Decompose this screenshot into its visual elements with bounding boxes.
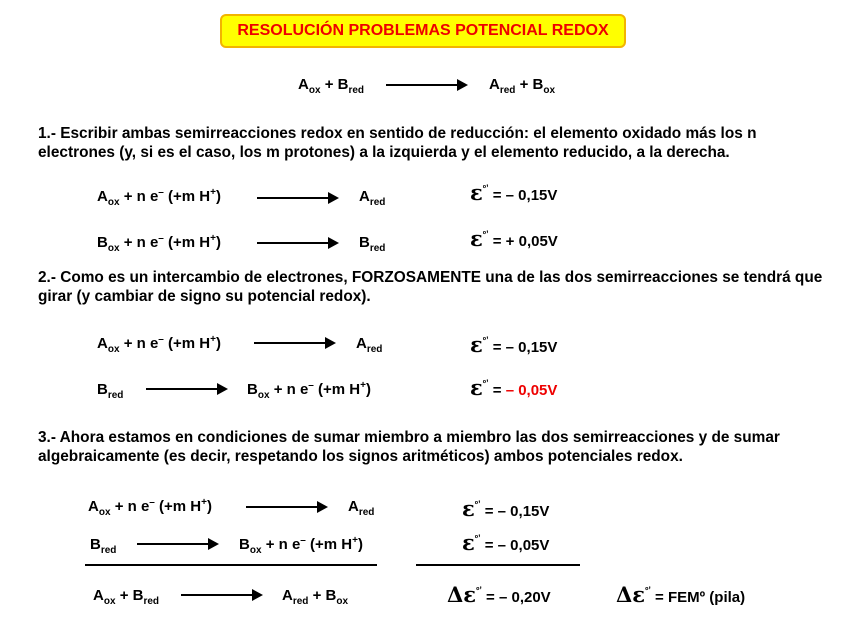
step1-text: 1.- Escribir ambas semirreacciones redox en sentido de reducción: el elemento oxidado más los n electrones (y, si es el caso, los m protones) a la izquierda y el elemento reducido, a la derecha. [38, 125, 757, 161]
page-title [220, 14, 626, 48]
step2-text: 2.- Como es un intercambio de electrones, FORZOSAMENTE una de las dos semirreacciones se tendrá que girar (y cambiar de signo su potencial redox). [38, 269, 823, 305]
potential-sum-line [416, 564, 580, 566]
step3-half-b-left: $B_{red}$ [90, 536, 117, 556]
step3-half-a-left: $A_{ox} + n$ e– (+m H+) [88, 497, 212, 518]
step2-half-b-right: $B_{ox} + n$ e– (+m H+) [247, 380, 371, 401]
step3-half-b-right: $B_{ox} + n$ e– (+m H+) [239, 535, 363, 556]
step2-arrow-b [146, 388, 226, 390]
step2-arrow-a [254, 342, 334, 344]
reaction-sum-line [85, 564, 377, 566]
reversed-potential-value: – 0,05V [505, 382, 558, 399]
step1-half-a-left: $A_{ox} + n$ e– (+m H+) [97, 187, 221, 208]
global-products: $A_{red} + B_{ox}$ [489, 76, 556, 96]
global-arrow [386, 84, 466, 86]
step3-potential-a: $\varepsilon^{º’}$ = – 0,15V [462, 496, 550, 521]
total-potential: $\Delta\varepsilon^{º’}$ = – 0,20V [447, 582, 551, 607]
step1-half-b-left: $B_{ox} + n$ e– (+m H+) [97, 233, 221, 254]
step3-arrow-a [246, 506, 326, 508]
step1-arrow-b [257, 242, 337, 244]
step2-potential-a: $\varepsilon^{º’}$ = – 0,15V [470, 332, 558, 357]
step3-potential-b: $\varepsilon^{º’}$ = – 0,05V [462, 530, 550, 555]
page-title-text: RESOLUCIÓN PROBLEMAS POTENCIAL REDOX [237, 22, 609, 39]
step1-potential-a: $\varepsilon^{º’}$ = – 0,15V [470, 180, 558, 205]
step3-arrow-b [137, 543, 217, 545]
step3-text: 3.- Ahora estamos en condiciones de sumar miembro a miembro las dos semirreacciones y de sumar algebraicamente (es decir, respetando los signos aritméticos) ambos potenciales redox. [38, 429, 780, 465]
step1-arrow-a [257, 197, 337, 199]
total-arrow [181, 594, 261, 596]
total-products: $A_{red} + B_{ox}$ [282, 587, 349, 607]
step3-half-a-right: $A_{red}$ [348, 498, 375, 518]
fem-definition: $\Delta\varepsilon^{º’}$ = FEMº (pila) [616, 582, 746, 607]
step1-potential-b: $\varepsilon^{º’}$ = + 0,05V [470, 226, 558, 251]
step1-half-b-right: $B_{red}$ [359, 234, 386, 254]
step2-half-a-right: $A_{red}$ [356, 335, 383, 355]
step2-half-b-left: $B_{red}$ [97, 381, 124, 401]
global-reactants: $A_{ox} + B_{red}$ [298, 76, 365, 96]
step1-half-a-right: $A_{red}$ [359, 188, 386, 208]
step2-half-a-left: $A_{ox} + n$ e– (+m H+) [97, 334, 221, 355]
total-reactants: $A_{ox} + B_{red}$ [93, 587, 160, 607]
step2-potential-b: $\varepsilon^{º’}$ = – 0,05V [470, 375, 558, 400]
